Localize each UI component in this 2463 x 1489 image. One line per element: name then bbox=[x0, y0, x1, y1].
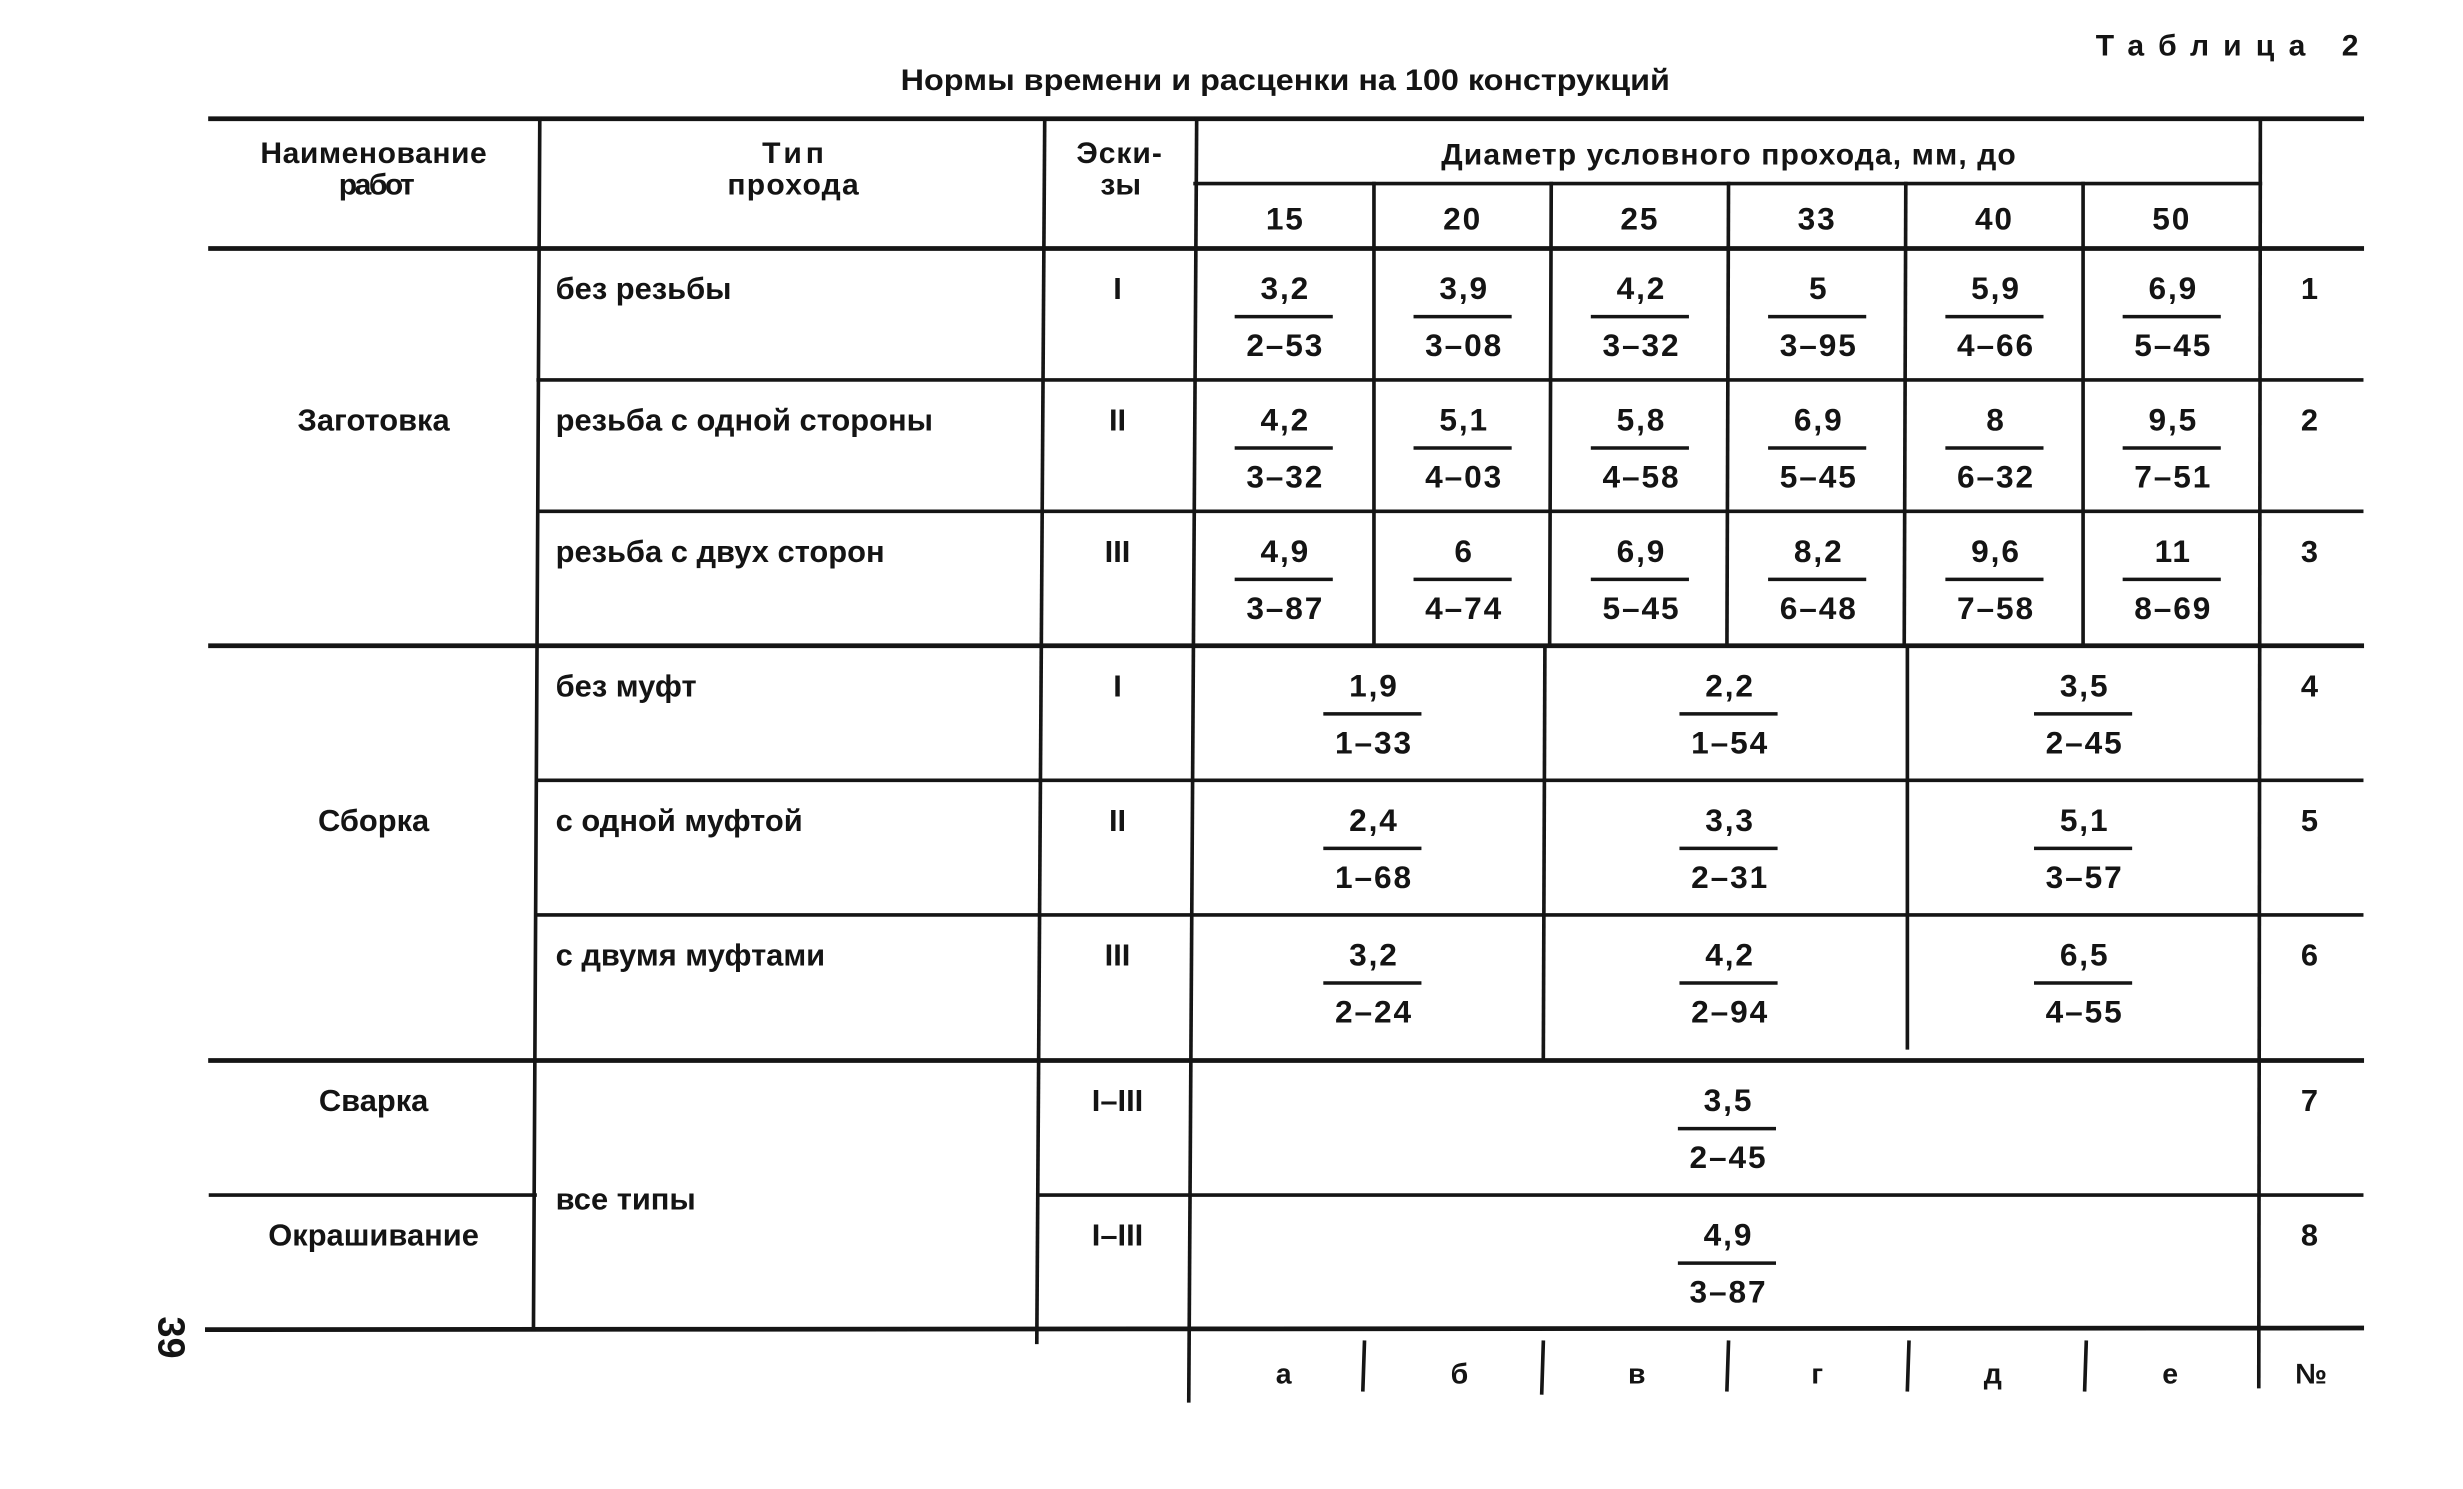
column-letter: е bbox=[2162, 1358, 2179, 1391]
header-work-name: Наименование bbox=[260, 137, 487, 171]
header-diameter: 25 bbox=[1620, 200, 1660, 237]
diameter-divider bbox=[1904, 184, 1906, 646]
rate: 4–55 bbox=[2045, 993, 2124, 1030]
row-number: 1 bbox=[2300, 271, 2319, 307]
time-norm: 5,8 bbox=[1616, 401, 1667, 438]
sketch-number: II bbox=[1108, 402, 1127, 438]
rate: 4–58 bbox=[1602, 458, 1681, 495]
rate: 4–66 bbox=[1957, 327, 2036, 364]
time-norm: 11 bbox=[2154, 532, 2192, 569]
rate: 7–51 bbox=[2134, 458, 2213, 495]
table-row bbox=[556, 667, 2318, 760]
time-norm: 4,2 bbox=[1260, 401, 1311, 438]
time-norm: 3,3 bbox=[1705, 802, 1755, 839]
rate: 2–45 bbox=[2045, 724, 2124, 761]
pass-type: без муфт bbox=[555, 668, 697, 704]
rate: 4–03 bbox=[1425, 458, 1504, 495]
diameter-divider bbox=[1543, 646, 1545, 1058]
norm-cell bbox=[2123, 402, 2221, 495]
rate: 5–45 bbox=[1602, 589, 1681, 626]
column-letter: б bbox=[1450, 1358, 1469, 1391]
footer-divider bbox=[1907, 1342, 1909, 1389]
pass-type: без резьбы bbox=[555, 271, 732, 307]
time-norm: 2,4 bbox=[1349, 802, 1399, 839]
norm-cell bbox=[1414, 270, 1512, 363]
time-norm: 5,1 bbox=[2059, 802, 2110, 839]
header-diameter: 33 bbox=[1797, 200, 1837, 237]
group-name: Сварка bbox=[318, 1083, 429, 1119]
table-title: Нормы времени и расценки на 100 конструкций bbox=[900, 64, 1670, 98]
rate: 3–32 bbox=[1246, 458, 1325, 495]
norm-cell bbox=[1591, 402, 1689, 495]
table-body bbox=[268, 270, 2318, 1310]
time-norm: 5,1 bbox=[1439, 401, 1490, 438]
rate: 3–57 bbox=[2045, 858, 2124, 895]
rule-bottom bbox=[207, 1328, 2361, 1330]
time-norm: 6,5 bbox=[2059, 936, 2110, 973]
time-norm: 6 bbox=[1454, 532, 1474, 569]
table-row bbox=[556, 270, 2318, 363]
header-diameter-title: Диаметр условного прохода, мм, до bbox=[1441, 138, 2016, 172]
time-norm: 4,9 bbox=[1703, 1216, 1754, 1253]
work-group bbox=[318, 667, 2318, 1029]
group-name: Сборка bbox=[317, 803, 430, 839]
header-work-name: работ bbox=[338, 168, 415, 202]
norm-cell bbox=[1235, 402, 1333, 495]
norm-cell bbox=[1945, 533, 2043, 626]
time-norm: 6,9 bbox=[2148, 270, 2199, 307]
time-norm: 2,2 bbox=[1705, 667, 1755, 704]
norm-cell bbox=[1414, 402, 1512, 495]
time-norm: 8,2 bbox=[1793, 532, 1844, 569]
rate: 5–45 bbox=[1779, 458, 1858, 495]
table-row bbox=[556, 802, 2318, 895]
pass-type: с одной муфтой bbox=[555, 803, 803, 839]
pass-type: резьба с двух сторон bbox=[555, 533, 885, 569]
rate: 2–45 bbox=[1689, 1139, 1768, 1176]
footer-divider bbox=[2085, 1342, 2087, 1389]
row-number: 7 bbox=[2300, 1083, 2319, 1119]
norm-cell bbox=[1768, 533, 1866, 626]
column-letter: в bbox=[1627, 1358, 1646, 1391]
rate: 1–33 bbox=[1334, 724, 1413, 761]
time-norm: 6,9 bbox=[1616, 532, 1667, 569]
time-norm: 5 bbox=[1808, 270, 1829, 307]
table-row bbox=[1092, 1217, 2318, 1310]
combined-pass-type: все типы bbox=[555, 1181, 696, 1217]
work-group bbox=[319, 1082, 2318, 1175]
rate: 3–95 bbox=[1779, 327, 1858, 364]
time-norm: 9,5 bbox=[2148, 401, 2199, 438]
column-letter: г bbox=[1811, 1358, 1824, 1391]
sketch-number: I–III bbox=[1091, 1217, 1144, 1253]
time-norm: 4,9 bbox=[1260, 532, 1311, 569]
norm-cell bbox=[1235, 533, 1333, 626]
time-norm: 4,2 bbox=[1705, 936, 1755, 973]
header-sketches: зы bbox=[1100, 168, 1142, 202]
column-divider bbox=[1189, 119, 1197, 1401]
table-row bbox=[556, 937, 2318, 1030]
norm-cell bbox=[1323, 802, 1421, 895]
rate: 3–08 bbox=[1425, 327, 1504, 364]
row-number: 3 bbox=[2300, 533, 2319, 569]
table-row bbox=[556, 533, 2318, 626]
norm-cell bbox=[1678, 1217, 1776, 1310]
time-norm: 1,9 bbox=[1349, 667, 1399, 704]
row-number: 2 bbox=[2300, 402, 2319, 438]
norm-cell bbox=[1414, 533, 1512, 626]
row-number: 8 bbox=[2300, 1217, 2319, 1253]
table-label: Таблица 2 bbox=[2095, 29, 2359, 63]
rate: 8–69 bbox=[2134, 589, 2213, 626]
header-diameter: 15 bbox=[1265, 200, 1305, 237]
footer-divider bbox=[1727, 1342, 1729, 1389]
header-diameter: 40 bbox=[1974, 200, 2014, 237]
rate: 6–32 bbox=[1957, 458, 2036, 495]
column-divider bbox=[1037, 119, 1045, 1343]
page-number: 39 bbox=[149, 1316, 192, 1359]
column-divider bbox=[533, 119, 539, 1330]
row-number: 4 bbox=[2300, 668, 2319, 704]
rate: 4–74 bbox=[1425, 589, 1504, 626]
group-name: Окрашивание bbox=[268, 1217, 479, 1253]
sketch-number: I bbox=[1113, 271, 1122, 307]
table-header bbox=[260, 137, 2191, 236]
time-norm: 3,2 bbox=[1349, 936, 1399, 973]
rate: 5–45 bbox=[2134, 327, 2213, 364]
sketch-number: II bbox=[1108, 803, 1127, 839]
norm-cell bbox=[1679, 937, 1777, 1030]
row-number: 6 bbox=[2300, 937, 2319, 973]
rate: 2–94 bbox=[1691, 993, 1770, 1030]
norm-cell bbox=[2123, 270, 2221, 363]
rate: 2–53 bbox=[1246, 327, 1325, 364]
time-norm: 9,6 bbox=[1971, 532, 2021, 569]
footer-divider bbox=[1363, 1342, 1365, 1389]
work-group bbox=[298, 270, 2319, 626]
header-pass-type: прохода bbox=[727, 168, 859, 202]
column-letters bbox=[1276, 1358, 2327, 1390]
number-symbol: № bbox=[2295, 1358, 2327, 1391]
time-norm: 3,5 bbox=[2059, 667, 2110, 704]
column-letter: а bbox=[1275, 1358, 1292, 1391]
work-group bbox=[268, 1217, 2318, 1310]
norm-cell bbox=[2123, 533, 2221, 626]
diameter-divider bbox=[1550, 184, 1552, 646]
norm-cell bbox=[2034, 937, 2132, 1030]
norm-cell bbox=[1945, 402, 2043, 495]
norm-cell bbox=[1678, 1082, 1776, 1175]
time-norm: 4,2 bbox=[1616, 270, 1667, 307]
column-divider bbox=[2259, 119, 2261, 1387]
sketch-number: I bbox=[1113, 668, 1122, 704]
norm-cell bbox=[1591, 270, 1689, 363]
rate: 2–31 bbox=[1691, 858, 1770, 895]
norm-cell bbox=[1679, 667, 1777, 760]
diameter-divider bbox=[1727, 184, 1729, 646]
rate: 3–87 bbox=[1246, 589, 1325, 626]
table-grid bbox=[207, 119, 2361, 1401]
norm-cell bbox=[2034, 802, 2132, 895]
row-number: 5 bbox=[2300, 803, 2319, 839]
time-norm: 6,9 bbox=[1793, 401, 1844, 438]
norm-cell bbox=[1679, 802, 1777, 895]
norm-cell bbox=[1945, 270, 2043, 363]
rate: 3–32 bbox=[1602, 327, 1681, 364]
norm-cell bbox=[1235, 270, 1333, 363]
norm-cell bbox=[1323, 937, 1421, 1030]
pass-type: резьба с одной стороны bbox=[555, 402, 933, 438]
header-sketches: Эски- bbox=[1076, 137, 1162, 171]
rate: 1–54 bbox=[1691, 724, 1770, 761]
sketch-number: III bbox=[1104, 533, 1131, 569]
rate: 2–24 bbox=[1334, 993, 1413, 1030]
time-norm: 3,2 bbox=[1260, 270, 1311, 307]
table-row bbox=[556, 402, 2318, 495]
norm-cell bbox=[1323, 667, 1421, 760]
rate: 3–87 bbox=[1689, 1273, 1768, 1310]
pass-type: с двумя муфтами bbox=[555, 937, 826, 973]
header-diameter: 50 bbox=[2152, 200, 2192, 237]
norm-cell bbox=[1591, 533, 1689, 626]
norm-cell bbox=[1768, 270, 1866, 363]
norm-cell bbox=[1768, 402, 1866, 495]
sketch-number: III bbox=[1104, 937, 1131, 973]
time-norm: 3,9 bbox=[1439, 270, 1490, 307]
time-norm: 8 bbox=[1986, 401, 2006, 438]
time-norm: 5,9 bbox=[1971, 270, 2021, 307]
sketch-number: I–III bbox=[1091, 1083, 1144, 1119]
column-letter: д bbox=[1983, 1358, 2002, 1391]
rate: 1–68 bbox=[1334, 858, 1413, 895]
norm-cell bbox=[2034, 667, 2132, 760]
footer-divider bbox=[1542, 1342, 1544, 1393]
table-row bbox=[1092, 1082, 2318, 1175]
rate: 7–58 bbox=[1957, 589, 2036, 626]
group-name: Заготовка bbox=[297, 402, 450, 438]
time-norm: 3,5 bbox=[1703, 1082, 1754, 1119]
rate: 6–48 bbox=[1779, 589, 1858, 626]
header-diameter: 20 bbox=[1443, 200, 1483, 237]
header-pass-type: Тип bbox=[762, 137, 824, 171]
